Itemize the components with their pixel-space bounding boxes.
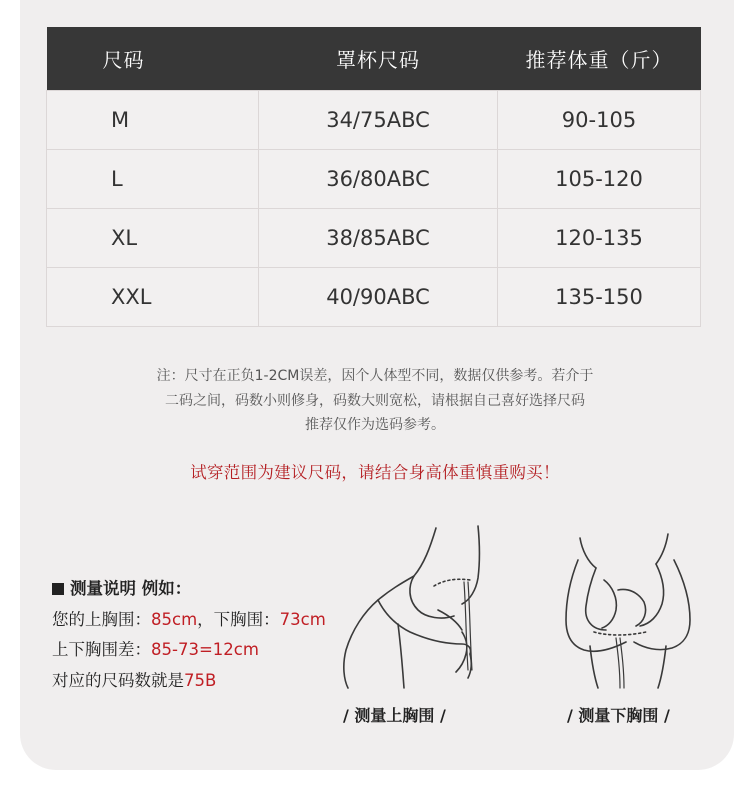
- measure-result: 对应的尺码数就是75B: [52, 670, 217, 690]
- upper-bust-value: 85cm: [151, 609, 198, 629]
- cell-size: XL: [47, 209, 259, 268]
- purchase-warning: 试穿范围为建议尺码，请结合身高体重慎重购买！: [190, 463, 560, 482]
- cell-cup-size: 40/90ABC: [259, 268, 498, 327]
- measure-upper-lower: 您的上胸围：85cm，下胸围：73cm: [52, 609, 326, 629]
- measure-instructions: [52, 574, 326, 696]
- result-size-value: 75B: [184, 670, 217, 690]
- bust-diff-value: 85-73=12cm: [151, 640, 259, 659]
- cell-size: XXL: [47, 268, 259, 327]
- cell-cup-size: 36/80ABC: [259, 150, 498, 209]
- cell-weight: 105-120: [498, 150, 701, 209]
- table-row: [47, 150, 701, 209]
- header-size: 尺码: [47, 27, 259, 91]
- cell-cup-size: 38/85ABC: [259, 209, 498, 268]
- header-weight: 推荐体重（斤）: [498, 27, 701, 91]
- lower-bust-figure-illustration: [558, 520, 708, 690]
- lower-bust-value: 73cm: [279, 609, 326, 629]
- lower-bust-caption: / 测量下胸围 /: [567, 706, 670, 725]
- cell-weight: 90-105: [498, 91, 701, 150]
- note-line: 推荐仅作为选码参考。: [305, 417, 445, 433]
- measure-diff: 上下胸围差：85-73=12cm: [52, 640, 259, 659]
- table-row: [47, 209, 701, 268]
- upper-bust-figure-illustration: [338, 520, 503, 690]
- size-table: [46, 27, 701, 327]
- cell-size: M: [47, 91, 259, 150]
- cell-cup-size: 34/75ABC: [259, 91, 498, 150]
- measure-title: 测量说明 例如：: [52, 574, 326, 605]
- header-cup-size: 罩杯尺码: [259, 27, 498, 91]
- table-row: [47, 91, 701, 150]
- size-note: [100, 364, 650, 438]
- table-row: [47, 268, 701, 327]
- cell-size: L: [47, 150, 259, 209]
- table-header-row: [47, 27, 701, 91]
- upper-bust-caption: / 测量上胸围 /: [343, 706, 446, 725]
- square-bullet-icon: [52, 583, 64, 595]
- cell-weight: 135-150: [498, 268, 701, 327]
- cell-weight: 120-135: [498, 209, 701, 268]
- note-line: 注：尺寸在正负1-2CM误差，因个人体型不同，数据仅供参考。若介于: [156, 368, 594, 384]
- note-line: 二码之间，码数小则修身，码数大则宽松，请根据自己喜好选择尺码: [165, 392, 585, 409]
